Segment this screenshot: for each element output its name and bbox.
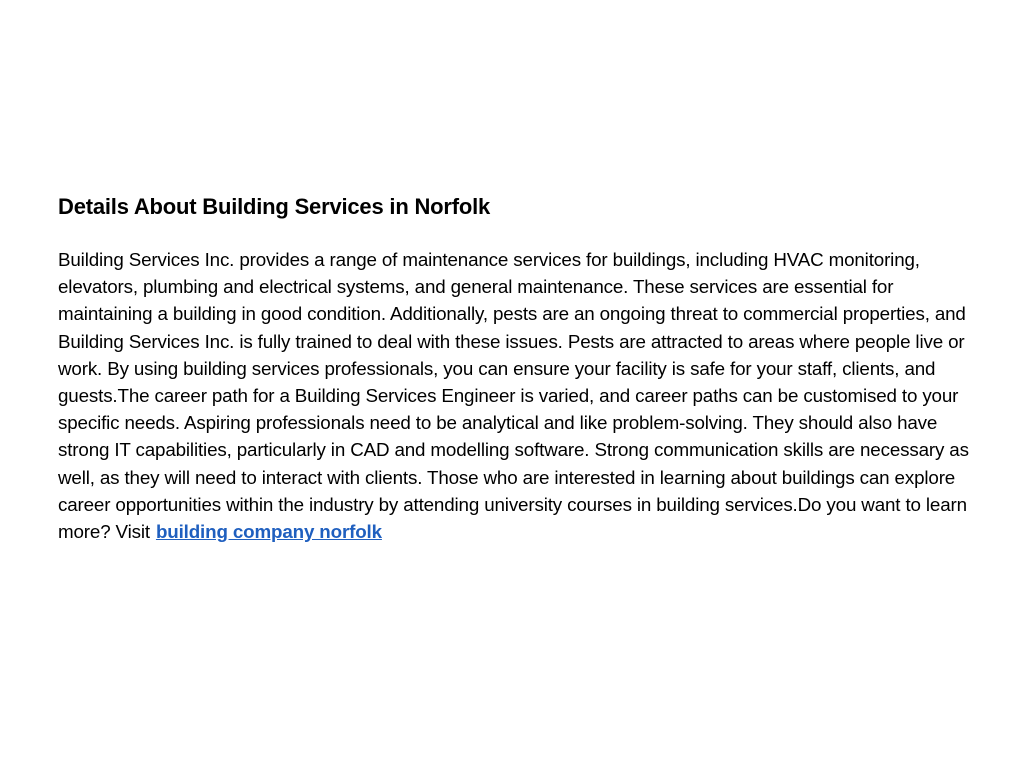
body-paragraph [58,246,970,545]
document-content [58,192,970,545]
body-paragraph-text: Building Services Inc. provides a range of maintenance services for buildings, including HVAC monitoring, elevators, plumbing and electrical systems, and general maintenance. These services are essential for maintaining a building in good condition. Additionally, pests are an ongoing threat to commercial properties, and Building Services Inc. is fully trained to deal with these issues. Pests are attracted to areas where people live or work. By using building services professionals, you can ensure your facility is safe for your staff, clients, and guests.The career path for a Building Services Engineer is varied, and career paths can be customised to your specific needs. Aspiring professionals need to be analytical and like problem-solving. They should also have strong IT capabilities, particularly in CAD and modelling software. Strong communication skills are necessary as well, as they will need to interact with clients. Those who are interested in learning about buildings can explore career opportunities within the industry by attending university courses in building services.Do you want to learn more? Visit [58,249,969,543]
building-company-norfolk-link[interactable]: building company norfolk [155,521,382,543]
page-title: Details About Building Services in Norfolk [58,194,491,219]
